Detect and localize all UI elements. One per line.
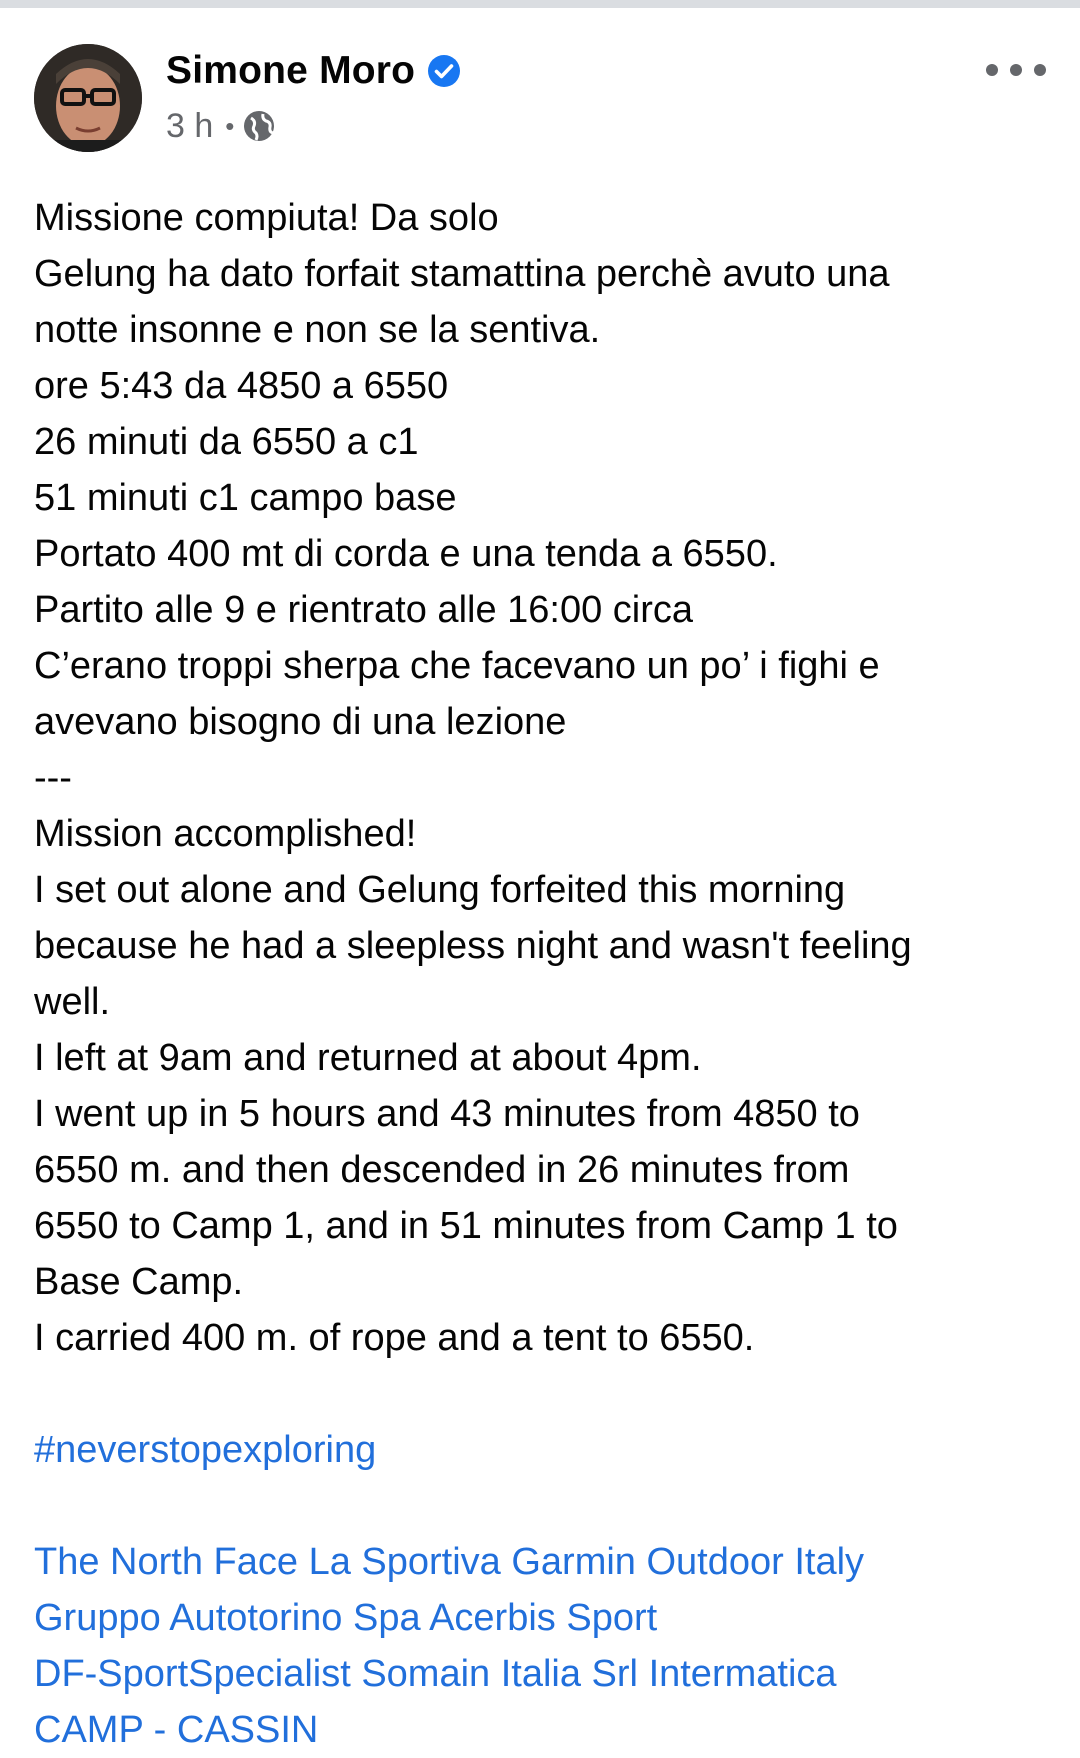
globe-icon[interactable] [242,109,276,143]
en-line: 6550 to Camp 1, and in 51 minutes from Camp 1 to [34,1205,898,1247]
it-line: ore 5:43 da 4850 a 6550 [34,365,449,407]
it-line: avevano bisogno di una lezione [34,701,567,743]
author-row [166,46,461,96]
en-line: Base Camp. [34,1261,244,1303]
it-line: 26 minuti da 6550 a c1 [34,421,419,463]
language-divider: --- [34,757,72,799]
tag-la-sportiva[interactable]: La Sportiva [308,1541,501,1583]
author-name[interactable]: Simone Moro [166,49,416,92]
en-line: I left at 9am and returned at about 4pm. [34,1037,702,1079]
en-line: I carried 400 m. of rope and a tent to 6550. [34,1317,755,1359]
en-line: 6550 m. and then descended in 26 minutes from [34,1149,850,1191]
post-timestamp[interactable]: 3 h [166,106,214,145]
more-dot [1034,64,1046,76]
more-dot [986,64,998,76]
tag-camp-cassin[interactable]: CAMP - CASSIN [34,1709,319,1751]
tag-gruppo-autotorino[interactable]: Gruppo Autotorino Spa [34,1597,421,1639]
en-line: Mission accomplished! [34,813,417,855]
tag-the-north-face[interactable]: The North Face [34,1541,298,1583]
tag-df-sportspecialist[interactable]: DF-SportSpecialist [34,1653,351,1695]
it-line: Portato 400 mt di corda e una tenda a 6550. [34,533,778,575]
verified-badge-icon [427,54,461,88]
meta-separator: • [225,110,235,141]
tags-line [34,1590,1054,1646]
more-dot [1010,64,1022,76]
en-line: I went up in 5 hours and 43 minutes from 4850 to [34,1093,860,1135]
tag-acerbis-sport[interactable]: Acerbis Sport [429,1597,658,1639]
spacer [34,1366,1054,1422]
it-line: Gelung ha dato forfait stamattina perchè avuto una [34,253,890,295]
en-line: because he had a sleepless night and wasn't feeling [34,925,912,967]
it-line: Partito alle 9 e rientrato alle 16:00 circa [34,589,694,631]
en-line: well. [34,981,111,1023]
tag-somain-italia[interactable]: Somain Italia Srl [361,1653,638,1695]
post-meta [166,104,276,148]
tags-line [34,1702,1054,1758]
avatar[interactable] [34,44,142,152]
tags-line [34,1646,1054,1702]
tag-intermatica[interactable]: Intermatica [648,1653,837,1695]
spacer [34,1478,1054,1534]
top-divider [0,0,1080,8]
post-text [34,190,1054,1758]
hashtag-link[interactable]: #neverstopexploring [34,1429,377,1471]
more-options-icon[interactable] [986,50,1046,90]
tags-line [34,1534,1054,1590]
en-line: I set out alone and Gelung forfeited this morning [34,869,846,911]
it-line: Missione compiuta! Da solo [34,197,499,239]
it-line: 51 minuti c1 campo base [34,477,457,519]
tag-garmin-outdoor-italy[interactable]: Garmin Outdoor Italy [511,1541,865,1583]
avatar-photo-icon [34,44,142,152]
it-line: notte insonne e non se la sentiva. [34,309,601,351]
post-header [34,44,1046,154]
hashtag-line [34,1422,1054,1478]
it-line: C’erano troppi sherpa che facevano un po’ i fighi e [34,645,880,687]
